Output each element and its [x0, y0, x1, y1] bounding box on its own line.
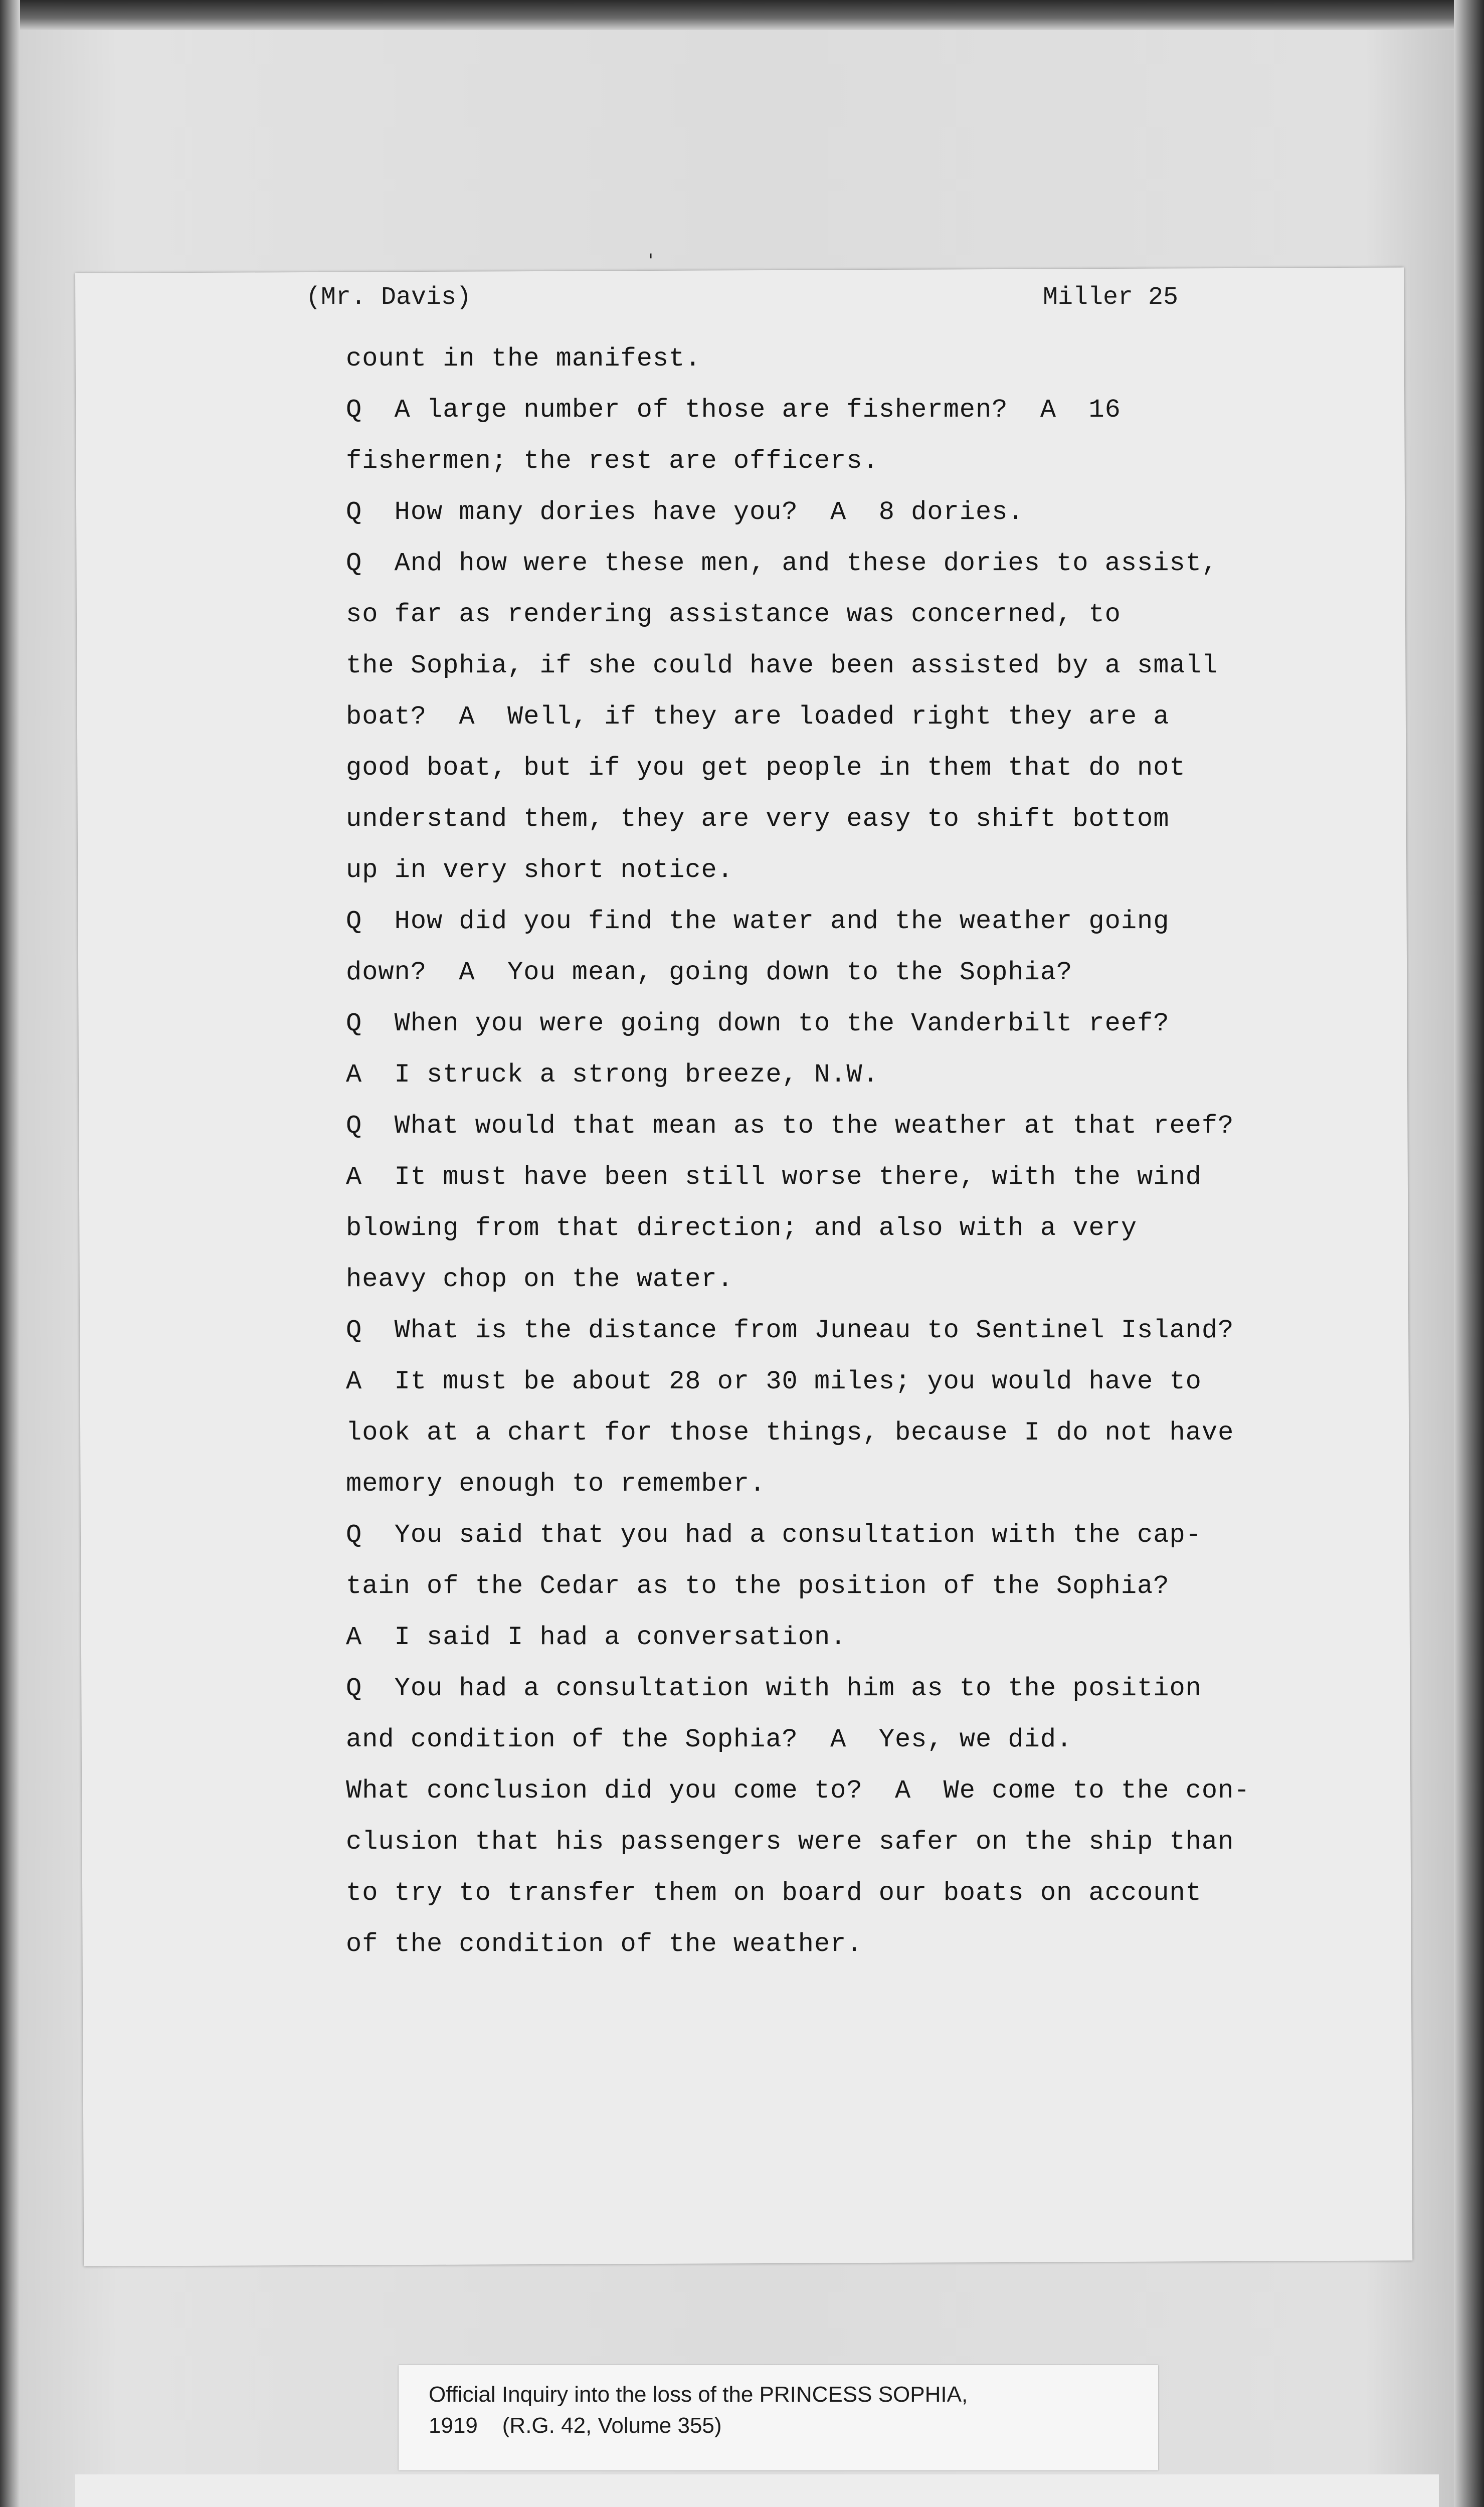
transcript-line: blowing from that direction; and also with a very	[346, 1213, 1138, 1243]
transcript-line: to try to transfer them on board our boats on account	[346, 1878, 1202, 1908]
transcript-line: Q What would that mean as to the weather at that reef?	[346, 1111, 1234, 1141]
board-left-edge	[0, 0, 20, 2507]
transcript-line: Q You said that you had a consultation with the cap-	[346, 1520, 1202, 1550]
transcript-line: Q When you were going down to the Vanderbilt reef?	[346, 1009, 1170, 1038]
transcript-line: Q How many dories have you? A 8 dories.	[346, 497, 1024, 527]
transcript-line: tain of the Cedar as to the position of the Sophia?	[346, 1571, 1170, 1601]
transcript-line: Q A large number of those are fishermen? A 16	[346, 395, 1121, 425]
transcript-line: A It must have been still worse there, with the wind	[346, 1162, 1202, 1192]
transcript-line: down? A You mean, going down to the Sophia?	[346, 958, 1073, 987]
transcript-line: Q What is the distance from Juneau to Sentinel Island?	[346, 1316, 1234, 1345]
transcript-line: count in the manifest.	[346, 344, 701, 374]
transcript-line: heavy chop on the water.	[346, 1265, 733, 1294]
citation-label	[399, 2365, 1158, 2470]
page-header	[306, 283, 1178, 318]
transcript-line: so far as rendering assistance was concerned, to	[346, 600, 1121, 629]
transcript-line: memory enough to remember.	[346, 1469, 766, 1499]
transcript-line: understand them, they are very easy to shift bottom	[346, 804, 1170, 834]
transcript-line: Q You had a consultation with him as to the position	[346, 1674, 1202, 1703]
transcript-line: the Sophia, if she could have been assisted by a small	[346, 651, 1218, 680]
transcript-line: A It must be about 28 or 30 miles; you would have to	[346, 1367, 1202, 1396]
citation-title: Official Inquiry into the loss of the PRINCESS SOPHIA,	[429, 2382, 968, 2407]
transcript-line: clusion that his passengers were safer on the ship than	[346, 1827, 1234, 1857]
transcript-line: A I said I had a conversation.	[346, 1623, 847, 1652]
archives-card	[75, 2474, 1439, 2507]
transcript-line: up in very short notice.	[346, 855, 733, 885]
board-top-edge	[0, 0, 1484, 30]
speaker-label: (Mr. Davis)	[306, 283, 472, 312]
transcript-line: look at a chart for those things, because I do not have	[346, 1418, 1234, 1448]
transcript-line: What conclusion did you come to? A We come to the con-	[346, 1776, 1250, 1806]
pin-mark: ˈ	[641, 250, 660, 285]
transcript-line: and condition of the Sophia? A Yes, we did.	[346, 1725, 1073, 1754]
transcript-line: Q How did you find the water and the weather going	[346, 907, 1170, 936]
transcript-line: of the condition of the weather.	[346, 1929, 863, 1959]
transcript-line: A I struck a strong breeze, N.W.	[346, 1060, 879, 1090]
transcript-line: fishermen; the rest are officers.	[346, 446, 879, 476]
citation-reference: 1919 (R.G. 42, Volume 355)	[429, 2413, 722, 2438]
transcript-line: good boat, but if you get people in them that do not	[346, 753, 1186, 783]
board-right-edge	[1454, 0, 1484, 2507]
transcript-body	[346, 333, 1298, 1970]
transcript-line: Q And how were these men, and these dories to assist,	[346, 549, 1218, 578]
witness-page-number: Miller 25	[1042, 283, 1178, 312]
transcript-line: boat? A Well, if they are loaded right they are a	[346, 702, 1170, 732]
